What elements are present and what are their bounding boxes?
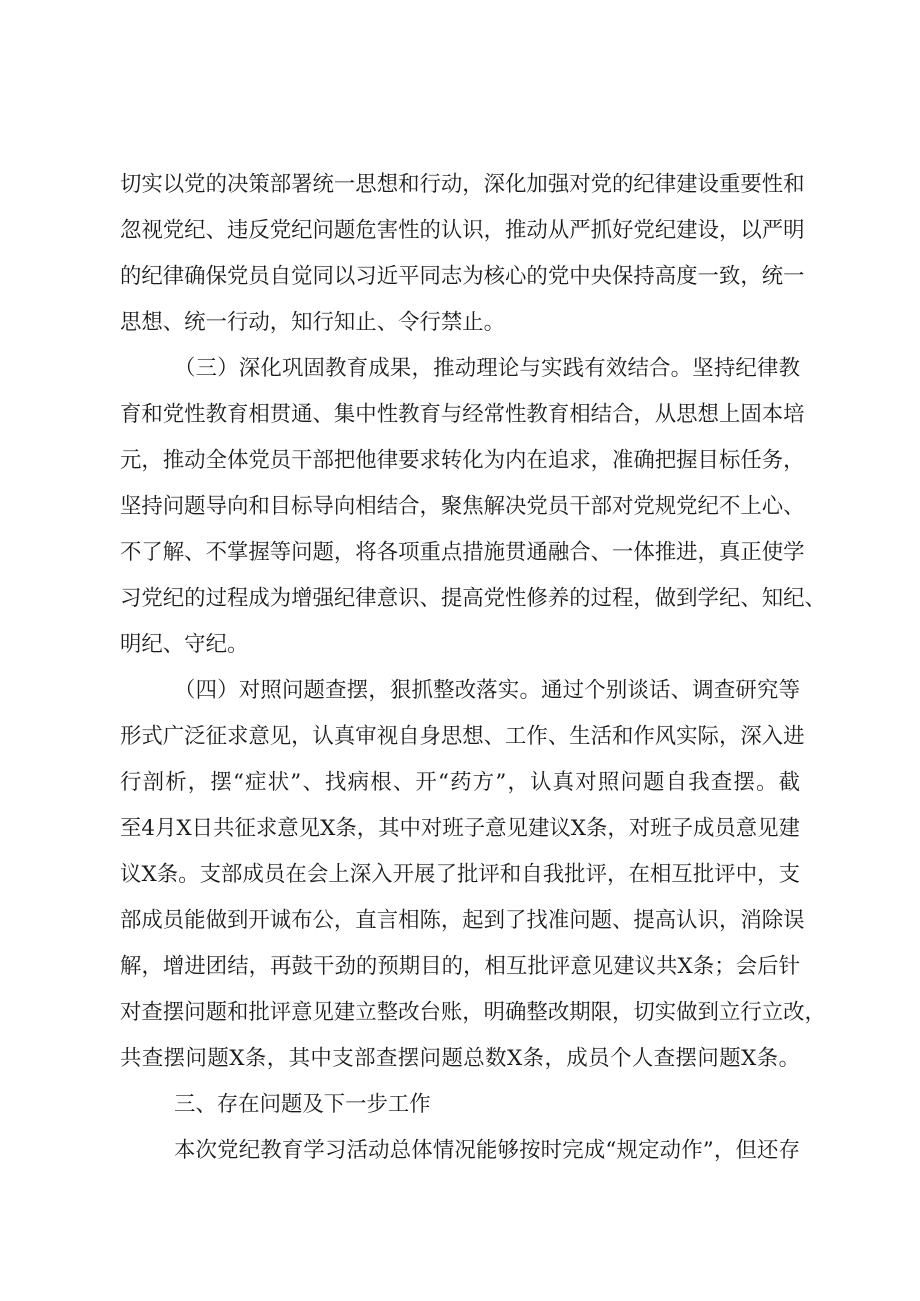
section-heading: 三、存在问题及下一步工作 xyxy=(174,1092,431,1117)
paragraph-line: 行剖析，摆“症状”、找病根、开“药方”，认真对照问题自我查摆。截 xyxy=(120,770,800,795)
paragraph-line: 习党纪的过程成为增强纪律意识、提高党性修养的过程，做到学纪、知纪、 xyxy=(120,586,826,611)
paragraph-line: 育和党性教育相贯通、集中性教育与经常性教育相结合，从思想上固本培 xyxy=(120,402,805,427)
section-heading-line: （四）对照问题查摆，狠抓整改落实。通过个别谈话、调查研究等 xyxy=(174,678,800,703)
paragraph-line: 忽视党纪、违反党纪问题危害性的认识，推动从严抓好党纪建设，以严明 xyxy=(120,218,805,243)
paragraph-line: 元，推动全体党员干部把他律要求转化为内在追求，准确把握目标任务， xyxy=(120,448,805,473)
paragraph-line: 切实以党的决策部署统一思想和行动，深化加强对党的纪律建设重要性和 xyxy=(120,172,805,197)
section-heading-line: （三）深化巩固教育成果，推动理论与实践有效结合。坚持纪律教 xyxy=(174,356,800,381)
paragraph-line: 解，增进团结，再鼓干劲的预期目的，相互批评意见建议共X条；会后针 xyxy=(120,954,800,979)
paragraph-line: 思想、统一行动，知行知止、令行禁止。 xyxy=(120,310,506,335)
paragraph-line: 部成员能做到开诚布公，直言相陈，起到了找准问题、提高认识，消除误 xyxy=(120,908,805,933)
paragraph-line: 坚持问题导向和目标导向相结合，聚焦解决党员干部对党规党纪不上心、 xyxy=(120,494,805,519)
paragraph-line: 议X条。支部成员在会上深入开展了批评和自我批评，在相互批评中，支 xyxy=(120,862,800,887)
paragraph-line: 对查摆问题和批评意见建立整改台账，明确整改期限，切实做到立行立改， xyxy=(120,1000,826,1025)
paragraph-line: 至4月X日共征求意见X条，其中对班子意见建议X条，对班子成员意见建 xyxy=(120,816,800,841)
paragraph-line: 明纪、守纪。 xyxy=(120,632,249,657)
paragraph-line: 共查摆问题X条，其中支部查摆问题总数X条，成员个人查摆问题X条。 xyxy=(120,1046,800,1071)
paragraph-line: 不了解、不掌握等问题，将各项重点措施贯通融合、一体推进，真正使学 xyxy=(120,540,805,565)
paragraph-line: 的纪律确保党员自觉同以习近平同志为核心的党中央保持高度一致，统一 xyxy=(120,264,805,289)
paragraph-line: 形式广泛征求意见，认真审视自身思想、工作、生活和作风实际，深入进 xyxy=(120,724,805,749)
paragraph-line: 本次党纪教育学习活动总体情况能够按时完成“规定动作”，但还存 xyxy=(174,1138,800,1163)
